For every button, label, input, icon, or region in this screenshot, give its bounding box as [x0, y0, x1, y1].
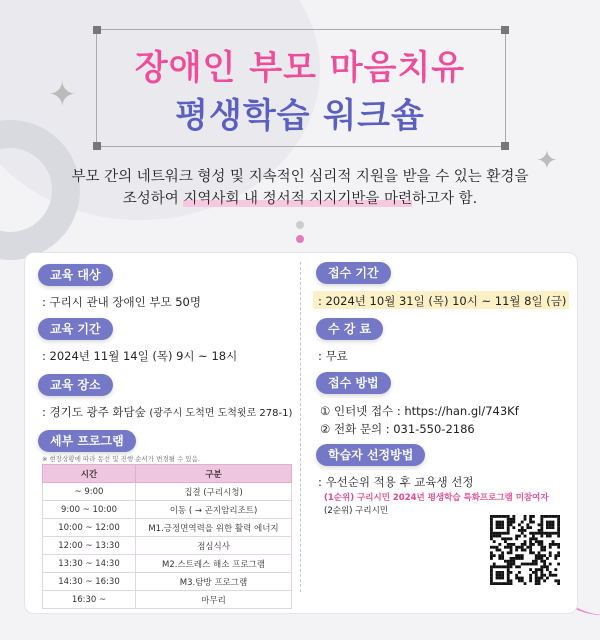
- table-row: 12:00 ~ 13:30 점심식사: [43, 537, 292, 555]
- table-row: 9:00 ~ 10:00 이동 ( → 곤지암리조트): [43, 501, 292, 519]
- selection-value: : 우선순위 적용 후 교육생 선정: [318, 475, 474, 489]
- qr-code-icon: [490, 515, 560, 585]
- divider-dot: [296, 235, 304, 243]
- table-row: 10:00 ~ 12:00 M1.긍정면역력을 위한 활력 에너지: [43, 519, 292, 537]
- selection-priority-2: (2순위) 구리시민: [324, 506, 389, 516]
- table-row: 16:30 ~ 마무리: [43, 591, 292, 609]
- divider-dot: [296, 221, 304, 229]
- place-value: : 경기도 광주 화담숲 (광주시 도척면 도척윗로 278-1): [42, 405, 293, 419]
- header-category: 구분: [136, 465, 292, 483]
- section-label-program: 세부 프로그램: [38, 430, 136, 452]
- apply-period-value: : 2024년 10월 31일 (목) 10시 ~ 11월 8일 (금): [318, 294, 567, 308]
- selection-priority-1: (1순위) 구리시민 2024년 평생학습 특화프로그램 미참여자: [324, 493, 549, 503]
- sparkle-icon: ✦: [48, 75, 77, 115]
- section-label-period: 교육 기간: [38, 318, 113, 340]
- program-note: ※ 현장상황에 따라 동선 및 진행 순서가 변경될 수 있음.: [42, 455, 200, 463]
- intro-highlight: 지역사회 내 정서적 지지기반을 마련: [183, 191, 412, 207]
- section-label-fee: 수 강 료: [316, 318, 383, 340]
- section-label-place: 교육 장소: [38, 374, 113, 396]
- section-label-selection: 학습자 선정방법: [316, 444, 425, 466]
- column-divider: [300, 262, 301, 592]
- sparkle-icon: ✦: [536, 146, 558, 176]
- target-value: : 구리시 관내 장애인 부모 50명: [42, 295, 201, 309]
- table-row: ~ 9:00 집결 (구리시청): [43, 483, 292, 501]
- table-header-row: [43, 465, 292, 483]
- schedule-table: [42, 464, 292, 609]
- section-label-apply-period: 접수 기간: [316, 262, 391, 284]
- intro-text: 부모 간의 네트워크 형성 및 지속적인 심리적 지원을 받을 수 있는 환경을 조성하여 지역사회 내 정서적 지지기반을 마련하고자 함.: [71, 169, 529, 207]
- table-row: 13:30 ~ 14:30 M2.스트레스 해소 프로그램: [43, 555, 292, 573]
- method-phone: ② 전화 문의 : 031-550-2186: [320, 422, 475, 436]
- method-internet: ① 인터넷 접수 : https://han.gl/743Kf: [320, 404, 519, 418]
- page-title: 장애인 부모 마음치유: [134, 48, 466, 88]
- table-row: 14:30 ~ 16:30 M3.탐방 프로그램: [43, 573, 292, 591]
- fee-value: : 무료: [318, 349, 348, 363]
- page-subtitle: 평생학습 워크숍: [175, 96, 425, 136]
- header-time: 시간: [43, 465, 136, 483]
- section-label-method: 접수 방법: [316, 372, 391, 394]
- section-label-target: 교육 대상: [38, 264, 113, 286]
- period-value: : 2024년 11월 14일 (목) 9시 ~ 18시: [42, 349, 238, 363]
